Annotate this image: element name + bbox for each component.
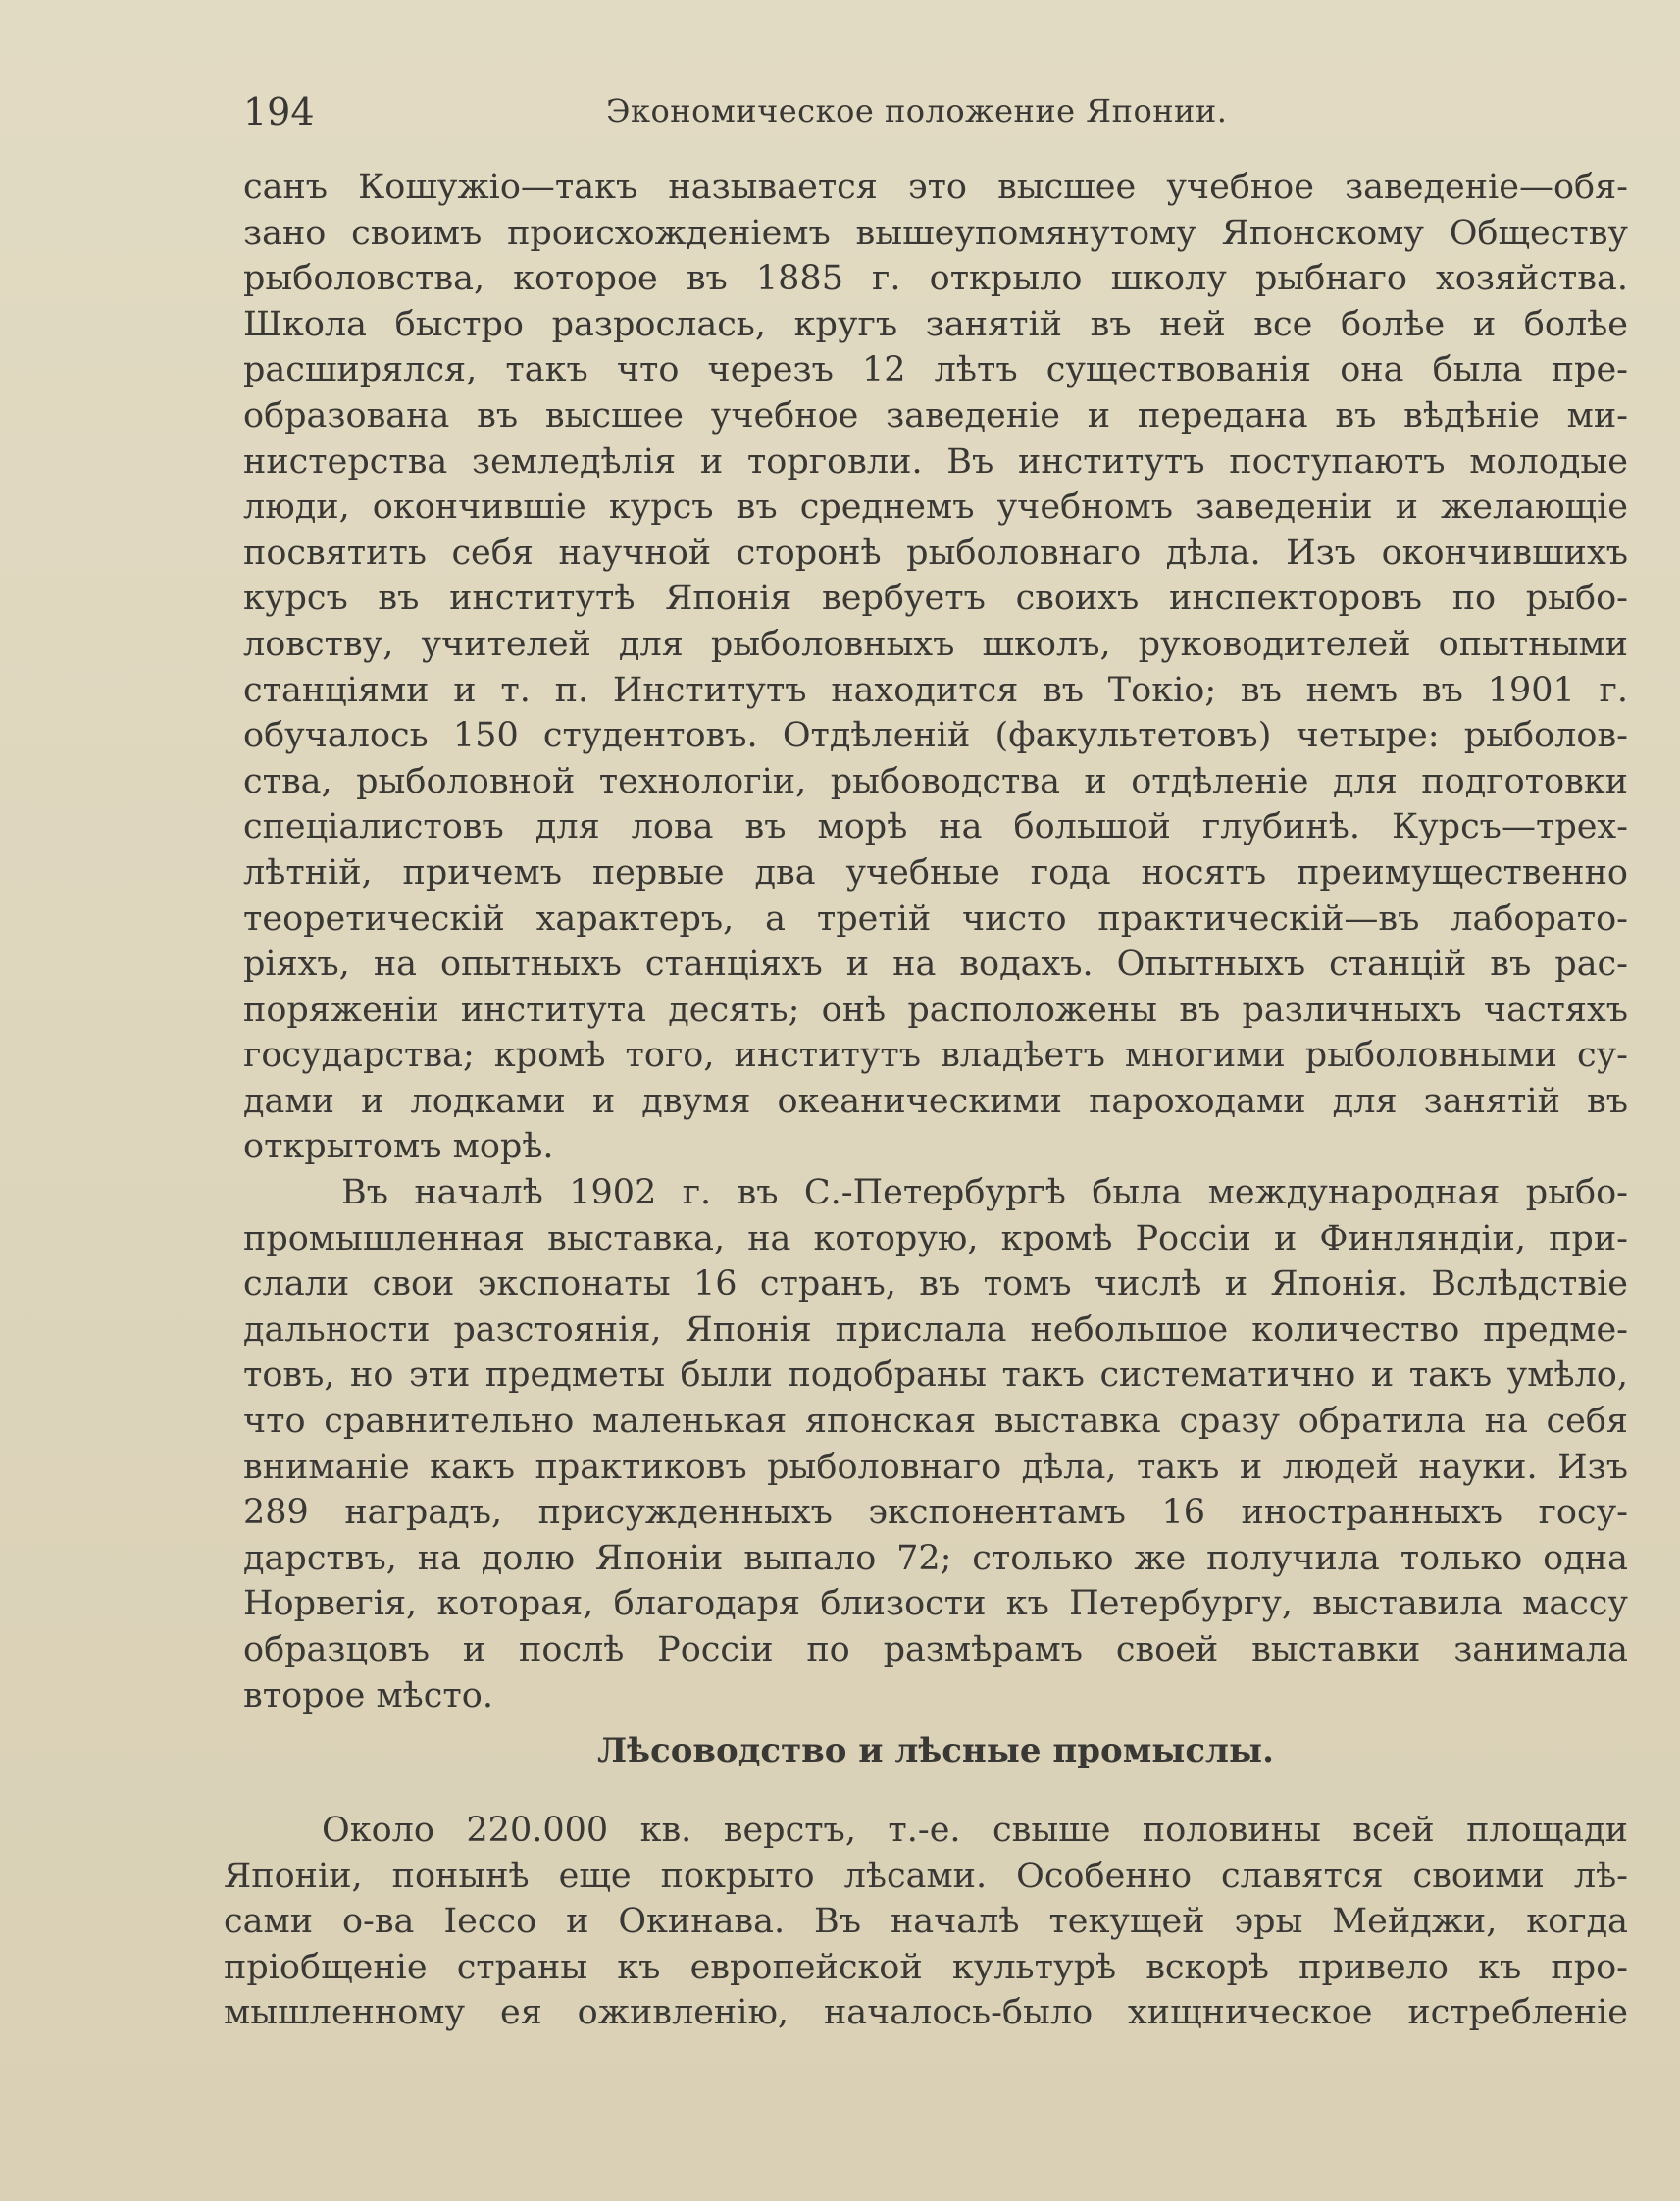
text-line: Въ началѣ 1902 г. въ С.-Петербургѣ была международная рыбо-: [341, 1173, 1628, 1213]
text-line: образцовъ и послѣ Россіи по размѣрамъ своей выставки занимала: [243, 1630, 1628, 1669]
page-number: 194: [243, 90, 315, 133]
text-line: мышленному ея оживленію, началось-было хищническое истребленіе: [224, 1993, 1628, 2033]
text-line: слали свои экспонаты 16 странъ, въ томъ числѣ и Японія. Вслѣдствіе: [243, 1264, 1628, 1305]
text-line: спеціалистовъ для лова въ морѣ на большой глубинѣ. Курсъ—трех-: [243, 807, 1628, 847]
text-line: дами и лодками и двумя океаническими пароходами для занятій въ: [243, 1081, 1628, 1121]
section-heading: Лѣсоводство и лѣсные промыслы.: [597, 1731, 1274, 1770]
text-line: зано своимъ происхожденіемъ вышеупомянутому Японскому Обществу: [243, 213, 1628, 253]
text-line: Около 220.000 кв. верстъ, т.-е. свыше половины всей площади: [322, 1811, 1628, 1850]
text-line: курсъ въ институтѣ Японія вербуетъ своихъ инспекторовъ по рыбо-: [243, 579, 1628, 619]
text-line: теоретическій характеръ, а третій чисто практическій—въ лаборато-: [243, 898, 1628, 939]
text-line: открытомъ морѣ.: [243, 1127, 554, 1167]
text-line: станціями и т. п. Институтъ находится въ Токіо; въ немъ въ 1901 г.: [243, 670, 1628, 710]
running-head: [243, 90, 1273, 149]
text-line: пріобщеніе страны къ европейской культурѣ вскорѣ привело къ про-: [224, 1947, 1628, 1987]
text-line: образована въ высшее учебное заведеніе и передана въ вѣдѣніе ми-: [243, 395, 1628, 435]
paragraph-2: [243, 1170, 1628, 1718]
text-line: государства; кромѣ того, институтъ владѣетъ многими рыболовными су-: [243, 1036, 1628, 1076]
section-text: [224, 1808, 1628, 2036]
text-line: что сравнительно маленькая японская выставка сразу обратила на себя: [243, 1402, 1628, 1442]
text-line: 289 наградъ, присужденныхъ экспонентамъ 16 иностранныхъ госу-: [243, 1493, 1628, 1533]
text-line: Школа быстро разрослась, кругъ занятій въ ней все болѣе и болѣе: [243, 304, 1628, 344]
text-line: обучалось 150 студентовъ. Отдѣленій (факультетовъ) четыре: рыболов-: [243, 716, 1628, 756]
text-line: товъ, но эти предметы были подобраны такъ систематично и такъ умѣло,: [243, 1356, 1628, 1396]
text-line: промышленная выставка, на которую, кромѣ Россіи и Финляндіи, при-: [243, 1218, 1628, 1258]
text-line: расширялся, такъ что черезъ 12 лѣтъ существованія она была пре-: [243, 350, 1628, 390]
paragraph-1: [243, 165, 1628, 1170]
text-line: санъ Кошужіо—такъ называется это высшее учебное заведеніе—обя-: [243, 168, 1628, 207]
running-title: Экономическое положение Японии.: [606, 92, 1228, 129]
text-line: Японіи, понынѣ еще покрыто лѣсами. Особенно славятся своими лѣ-: [224, 1856, 1628, 1896]
text-line: дарствъ, на долю Японіи выпало 72; столько же получила только одна: [243, 1538, 1628, 1578]
text-line: нистерства земледѣлія и торговли. Въ институтъ поступаютъ молодые: [243, 441, 1628, 482]
paragraph-3: [224, 1808, 1628, 2036]
text-line: сами о-ва Іессо и Окинава. Въ началѣ текущей эры Мейджи, когда: [224, 1902, 1628, 1942]
main-text: [243, 165, 1628, 1718]
text-line: вниманіе какъ практиковъ рыболовнаго дѣла, такъ и людей науки. Изъ: [243, 1447, 1628, 1487]
text-line: Норвегія, которая, благодаря близости къ Петербургу, выставила массу: [243, 1584, 1628, 1624]
text-line: ріяхъ, на опытныхъ станціяхъ и на водахъ. Опытныхъ станцій въ рас-: [243, 945, 1628, 985]
text-line: поряженіи института десять; онѣ расположены въ различныхъ частяхъ: [243, 990, 1628, 1030]
text-line: посвятить себя научной сторонѣ рыболовнаго дѣла. Изъ окончившихъ: [243, 533, 1628, 573]
text-line: лѣтній, причемъ первые два учебные года носятъ преимущественно: [243, 852, 1628, 893]
text-line: дальности разстоянія, Японія прислала небольшое количество предме-: [243, 1309, 1628, 1350]
text-line: ства, рыболовной технологіи, рыбоводства и отдѣленіе для подготовки: [243, 761, 1628, 801]
text-line: ловству, учителей для рыболовныхъ школъ, руководителей опытными: [243, 624, 1628, 664]
text-line: люди, окончившіе курсъ въ среднемъ учебномъ заведеніи и желающіе: [243, 487, 1628, 528]
text-line: второе мѣсто.: [243, 1675, 493, 1715]
text-line: рыболовства, которое въ 1885 г. открыло школу рыбнаго хозяйства.: [243, 259, 1628, 299]
